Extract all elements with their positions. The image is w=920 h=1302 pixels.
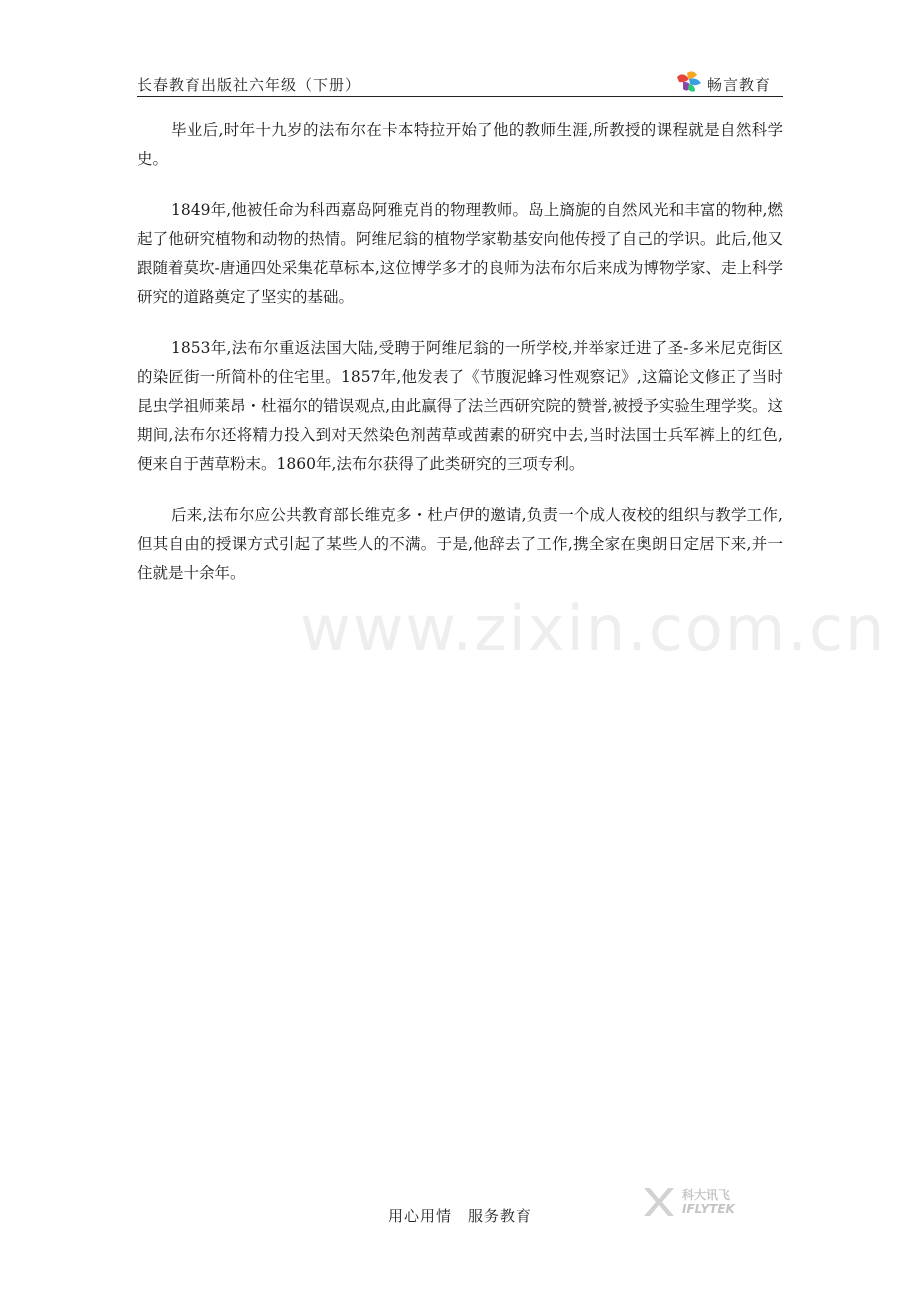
colorful-bird-logo-icon xyxy=(675,69,703,95)
footer-slogan: 用心用情 服务教育 xyxy=(387,1207,532,1225)
paragraph: 1853年,法布尔重返法国大陆,受聘于阿维尼翁的一所学校,并举家迁进了圣-多米尼克街区的染匠街一所简朴的住宅里。1857年,他发表了《节腹泥蜂习性观察记》,这篇论文修正了当时昆虫学祖师莱昂・杜福尔的错误观点,由此赢得了法兰西研究院的赞誉,被授予实验生理学奖。这期间,法布尔还将精力投入到对天然染色剂茜草或茜素的研究中去,当时法国士兵军裤上的红色,便来自于茜草粉末。1860年,法布尔获得了此类研究的三项专利。 xyxy=(137,339,783,473)
footer-logo xyxy=(640,1184,735,1220)
footer-logo-cn: 科大讯飞 xyxy=(682,1188,731,1202)
paragraph: 毕业后,时年十九岁的法布尔在卡本特拉开始了他的教师生涯,所教授的课程就是自然科学史。 xyxy=(137,121,783,168)
brand xyxy=(675,68,771,95)
brand-name: 畅言教育 xyxy=(706,76,771,94)
iflytek-x-logo-icon xyxy=(640,1184,678,1220)
paragraph: 后来,法布尔应公共教育部长维克多・杜卢伊的邀请,负责一个成人夜校的组织与教学工作,但其自由的授课方式引起了某些人的不满。于是,他辞去了工作,携全家在奥朗日定居下来,并一住就是十余年。 xyxy=(137,506,783,582)
page-header xyxy=(137,62,783,97)
watermark: www.zixin.com.cn xyxy=(300,592,887,665)
paragraph: 1849年,他被任命为科西嘉岛阿雅克肖的物理教师。岛上旖旎的自然风光和丰富的物种,燃起了他研究植物和动物的热情。阿维尼翁的植物学家勒基安向他传授了自己的学识。此后,他又跟随着莫坎-唐通四处采集花草标本,这位博学多才的良师为法布尔后来成为博物学家、走上科学研究的道路奠定了坚实的基础。 xyxy=(137,201,783,306)
article-body xyxy=(137,116,783,610)
footer-logo-en: IFLYTEK xyxy=(682,1202,735,1216)
publisher-title: 长春教育出版社六年级（下册） xyxy=(137,76,362,94)
